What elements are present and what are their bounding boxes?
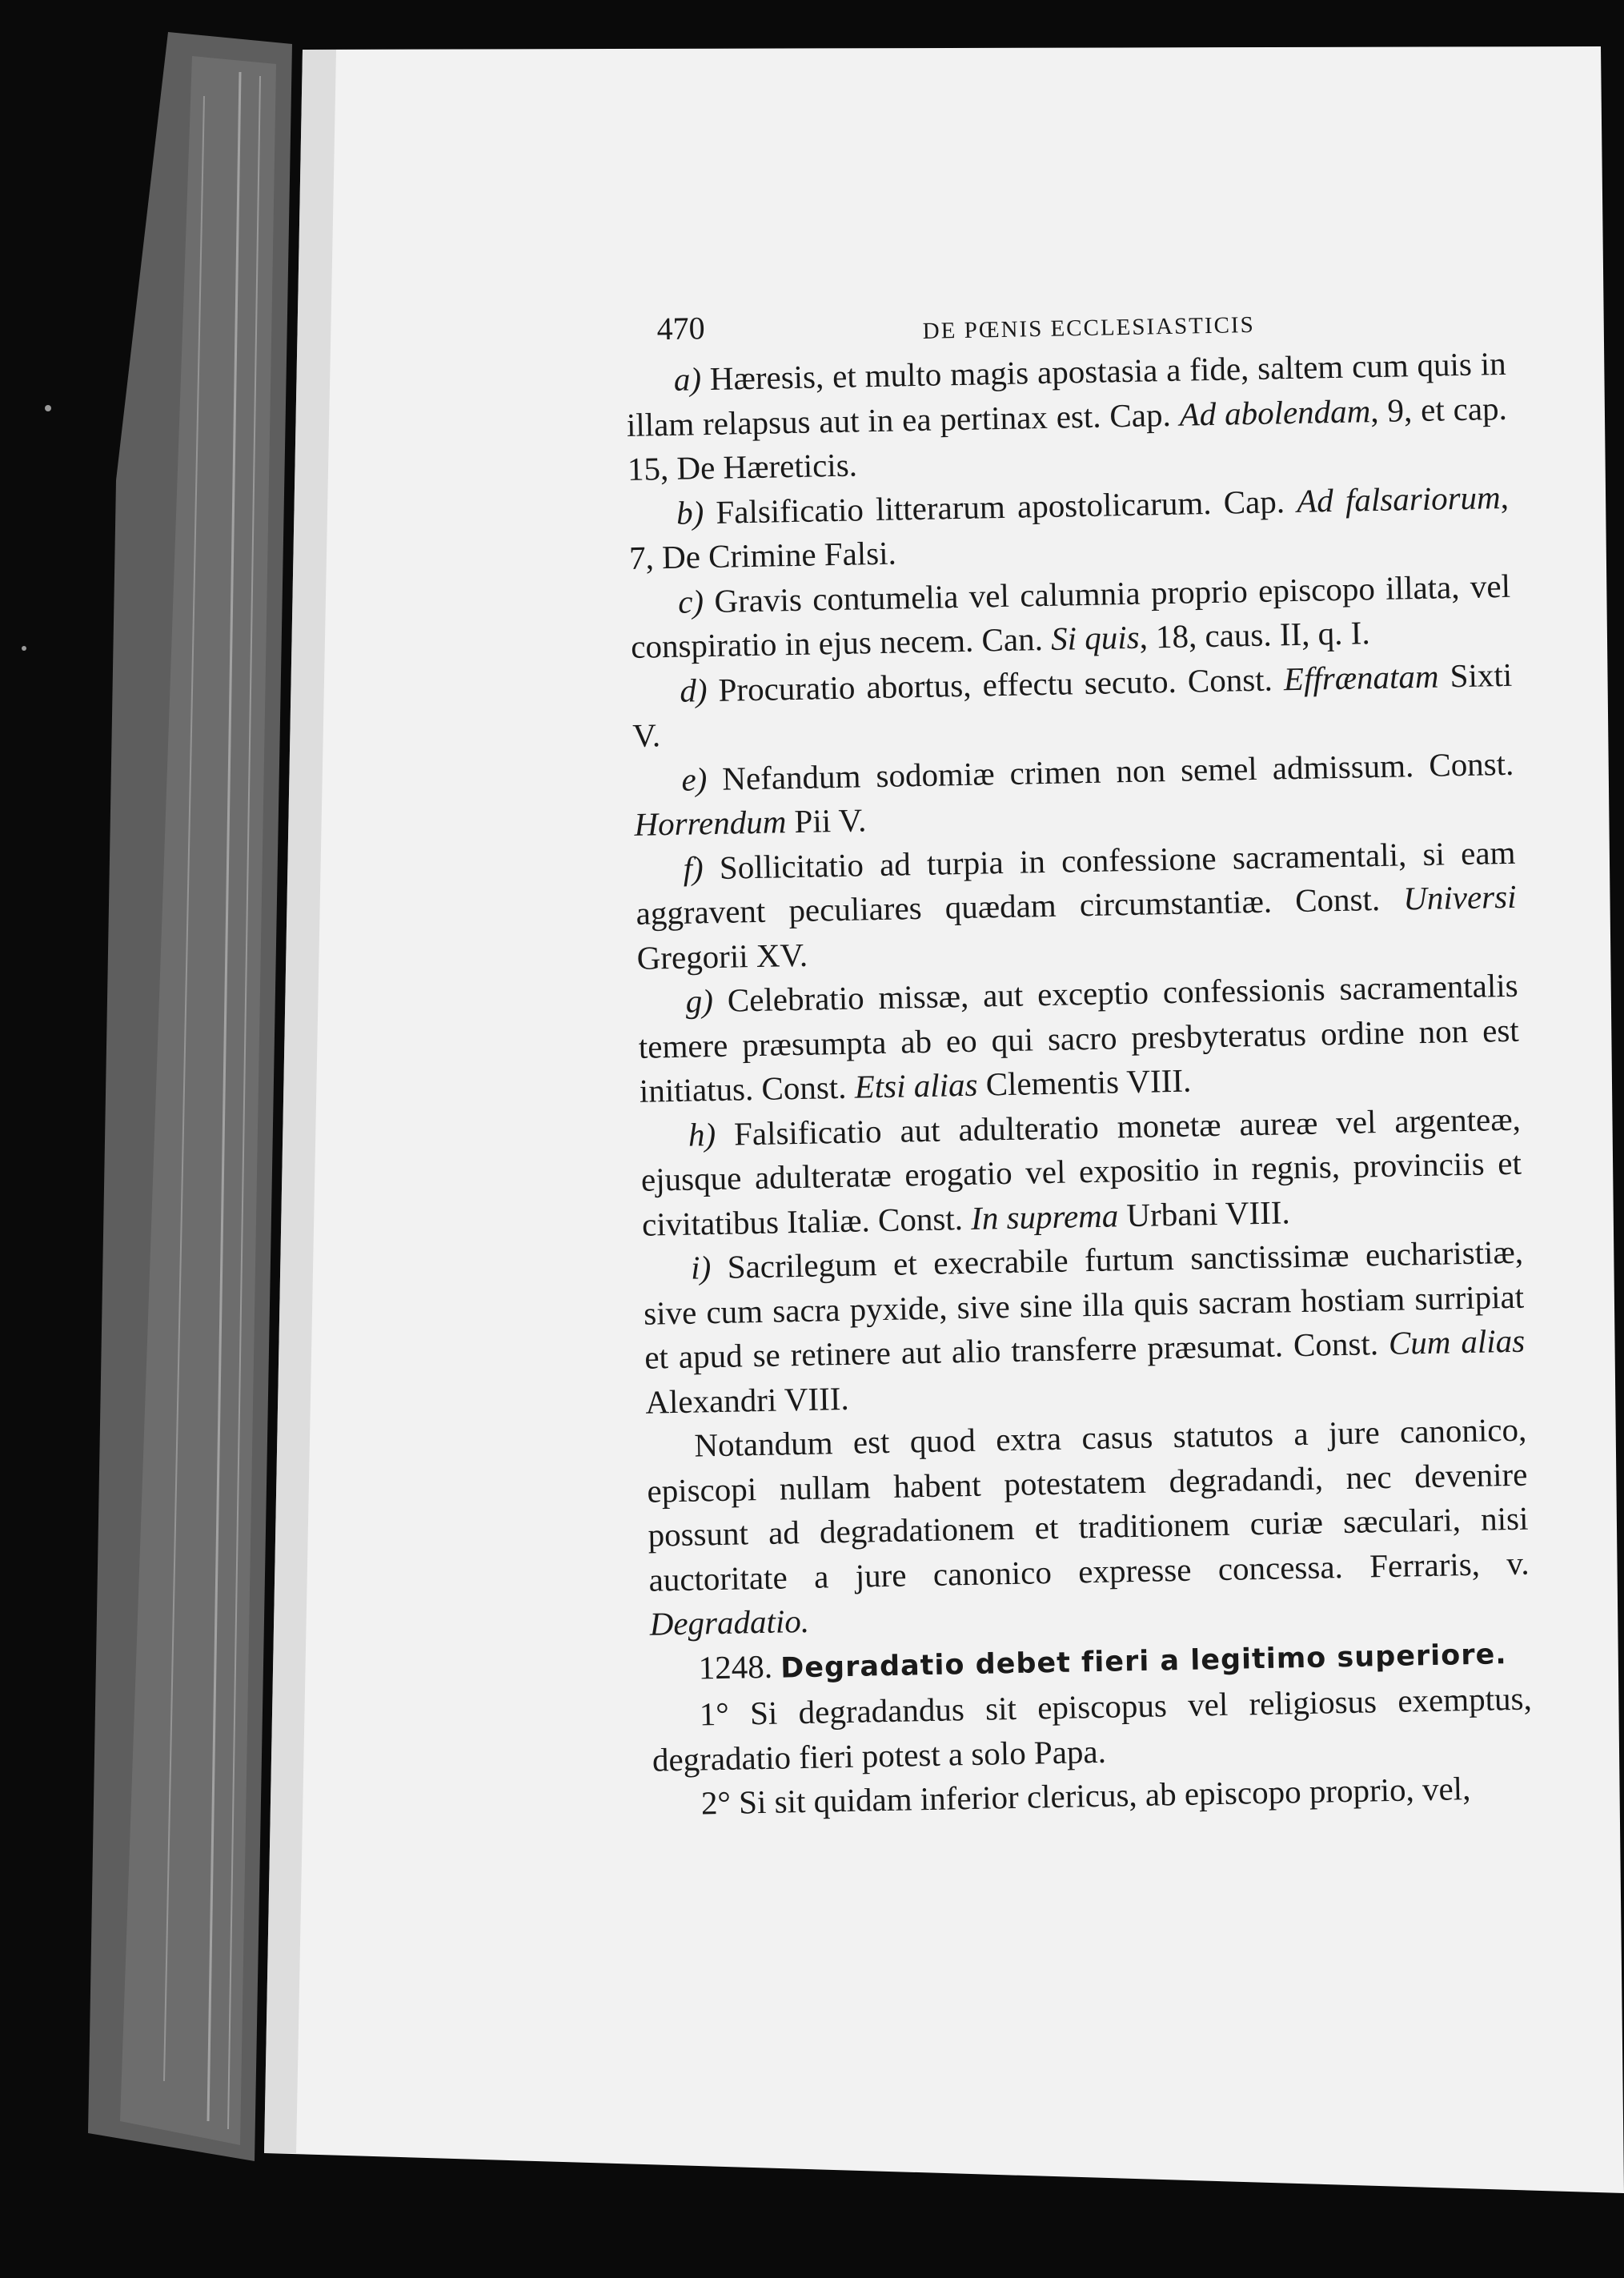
item-tail: Alexandri VIII. xyxy=(644,1379,850,1421)
note-citation: Degradatio. xyxy=(649,1602,810,1642)
item-tail: , 18, caus. II, q. I. xyxy=(1139,614,1370,656)
note-text: Notandum est quod extra casus statutos a jure canonico, episcopi nullam habent potestatem degradandi, nec devenire possunt ad degradationem et traditionem curiæ sæculari, nisi auctoritate a jure canonico expresse concessa. Ferraris, v. xyxy=(647,1410,1530,1598)
item-text: Celebratio missæ, aut exceptio confessionis sacramentalis temere præsumpta ab eo qui sacro presbyteratus ordine non est initiatus. Const. xyxy=(638,966,1520,1109)
item-tail: Gregorii XV. xyxy=(636,936,808,977)
list-item xyxy=(635,830,1518,981)
item-label: g) xyxy=(685,982,714,1020)
list-item xyxy=(640,1097,1522,1247)
item-tail: Sixti V. xyxy=(632,656,1513,754)
item-number: 1° xyxy=(699,1694,730,1733)
item-label: c) xyxy=(677,582,704,620)
running-head: DE PŒNIS ECCLESIASTICIS xyxy=(922,311,1255,344)
item-label: a) xyxy=(673,360,702,398)
item-text: Procuratio abortus, effectu secuto. Const. xyxy=(707,660,1273,708)
list-item xyxy=(637,964,1520,1114)
item-citation: Universi xyxy=(1402,877,1517,917)
item-tail: Pii V. xyxy=(785,801,867,840)
item-tail: , 7, De Crimine Falsi. xyxy=(628,478,1510,576)
note-paragraph xyxy=(646,1408,1530,1647)
numbered-item xyxy=(651,1677,1533,1783)
item-text: Gravis contumelia vel calumnia proprio episcopo illata, vel conspiratio in ejus necem. Can. xyxy=(630,567,1511,665)
list-item xyxy=(632,652,1514,758)
list-item xyxy=(630,563,1512,669)
item-label: f) xyxy=(683,848,704,887)
item-text: Sacrilegum et execrabile furtum sanctissimæ eucharistiæ, sive cum sacra pyxide, sive sine illa quis sacram hostiam surripiat et apud se retinere aut alio transferre præsumat. Const. xyxy=(643,1233,1525,1376)
item-citation: Cum alias xyxy=(1388,1321,1526,1362)
item-citation: Etsi alias xyxy=(854,1065,978,1105)
list-item xyxy=(643,1230,1526,1425)
item-label: i) xyxy=(690,1249,712,1286)
item-text: Sollicitatio ad turpia in confessione sacramentali, si eam aggravent peculiares quædam circumstantiæ. Const. xyxy=(636,833,1516,932)
item-citation: Horrendum xyxy=(634,803,787,843)
item-text: Si sit quidam inferior clericus, ab episcopo proprio, vel, xyxy=(730,1770,1471,1821)
page-number: 470 xyxy=(656,310,706,347)
item-citation: In suprema xyxy=(970,1196,1119,1237)
item-label: b) xyxy=(676,493,704,531)
list-item xyxy=(633,741,1515,847)
item-citation: Effrænatam xyxy=(1283,657,1439,697)
list-item xyxy=(628,475,1510,580)
item-text: Si degradandus sit episcopus vel religiosus exemptus, degradatio fieri potest a solo Papa. xyxy=(652,1679,1533,1779)
item-tail: Clementis VIII. xyxy=(976,1061,1192,1103)
item-text: Nefandum sodomiæ crimen non semel admissum. Const. xyxy=(706,744,1514,797)
item-tail: Urbani VIII. xyxy=(1117,1193,1291,1233)
section-number: 1248. xyxy=(698,1647,773,1686)
item-label: h) xyxy=(688,1115,716,1153)
item-tail: , 9, et cap. 15, De Hæreticis. xyxy=(627,389,1508,487)
item-number: 2° xyxy=(700,1783,732,1822)
list-item xyxy=(625,342,1508,492)
item-label: e) xyxy=(680,760,708,798)
page-text-block xyxy=(624,286,1534,1827)
item-citation: Ad abolendam xyxy=(1179,391,1371,433)
section-title: Degradatio debet fieri a legitimo superiore. xyxy=(780,1638,1507,1685)
item-text: Falsificatio aut adulteratio monetæ aureæ vel argenteæ, ejusque adulteratæ erogatio vel expositio in regnis, provinciis et civitatibus Italiæ. Const. xyxy=(640,1100,1522,1243)
item-text: Falsificatio litterarum apostolicarum. Cap. xyxy=(703,482,1285,531)
item-label: d) xyxy=(679,671,708,709)
item-citation: Ad falsariorum xyxy=(1296,478,1502,519)
item-text: Hæresis, et multo magis apostasia a fide, saltem cum quis in illam relapsus aut in ea pertinax est. Cap. xyxy=(626,344,1507,443)
item-citation: Si quis xyxy=(1050,618,1140,657)
